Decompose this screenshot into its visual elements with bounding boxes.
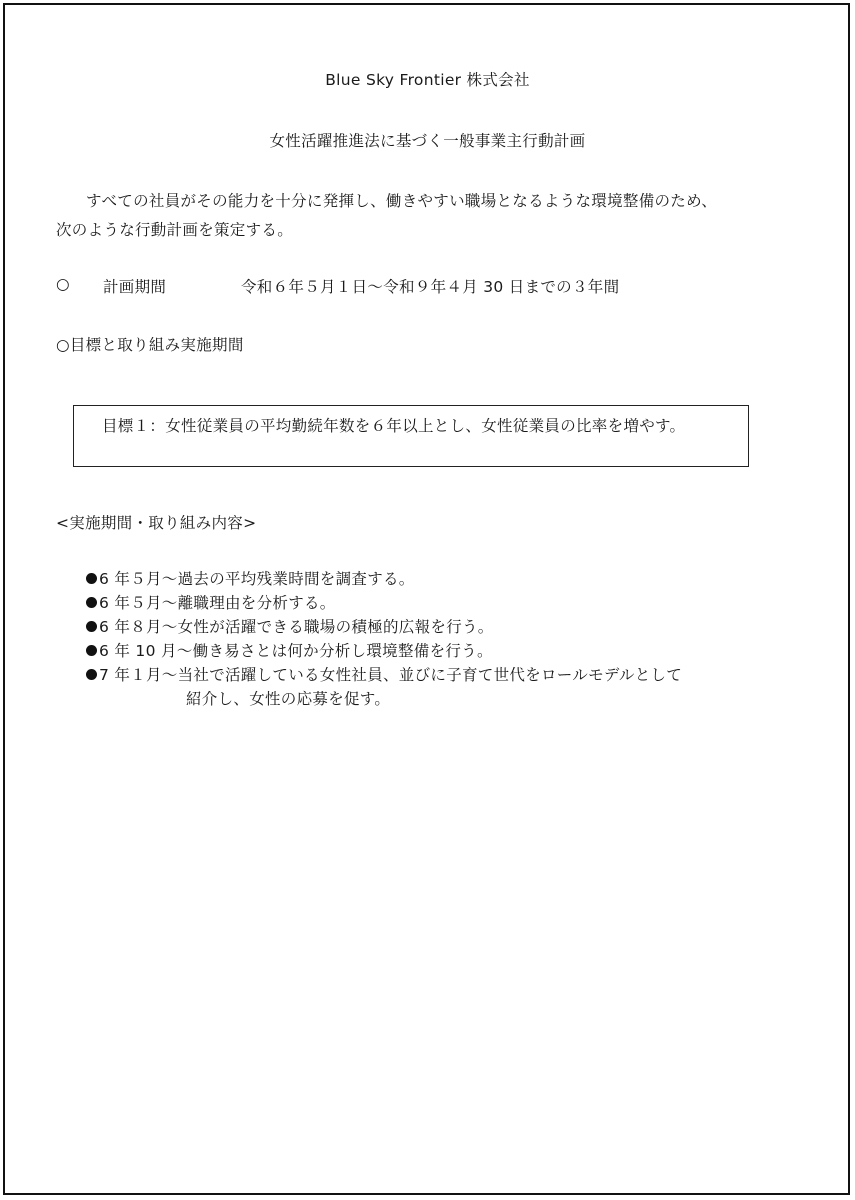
list-item (86, 615, 682, 639)
action-text: 6 年 10 月～働き易さとは何か分析し環境整備を行う。 (99, 642, 493, 660)
action-text: 6 年５月～離職理由を分析する。 (99, 594, 336, 612)
plan-period-value: 令和６年５月１日～令和９年４月 30 日までの３年間 (241, 278, 620, 296)
goal-box (73, 405, 749, 467)
action-text: 6 年８月～女性が活躍できる職場の積極的広報を行う。 (99, 618, 494, 636)
goals-heading: ○目標と取り組み実施期間 (56, 336, 244, 354)
list-item (86, 591, 682, 615)
list-item (86, 663, 682, 711)
bullet-icon (86, 573, 97, 584)
plan-period-label: 計画期間 (103, 278, 167, 296)
list-item (86, 639, 682, 663)
intro-line-2: 次のような行動計画を策定する。 (56, 221, 294, 239)
action-text: 7 年１月～当社で活躍している女性社員、並びに子育て世代をロールモデルとして (99, 666, 683, 684)
document-title: 女性活躍推進法に基づく一般事業主行動計画 (269, 132, 586, 150)
action-list (86, 567, 682, 711)
implementation-heading: <実施期間・取り組み内容> (56, 514, 257, 532)
action-text: 6 年５月～過去の平均残業時間を調査する。 (99, 570, 415, 588)
intro-line-1: すべての社員がその能力を十分に発揮し、働きやすい職場となるような環境整備のため、 (86, 192, 718, 210)
action-text-continuation: 紹介し、女性の応募を促す。 (186, 690, 391, 708)
bullet-icon (86, 669, 97, 680)
plan-period-marker: ○ (56, 275, 70, 293)
bullet-icon (86, 597, 97, 608)
goal-text: 目標１：女性従業員の平均勤続年数を６年以上とし、女性従業員の比率を増やす。 (102, 417, 686, 435)
bullet-icon (86, 621, 97, 632)
bullet-icon (86, 645, 97, 656)
list-item (86, 567, 682, 591)
company-name: Blue Sky Frontier 株式会社 (325, 71, 530, 89)
